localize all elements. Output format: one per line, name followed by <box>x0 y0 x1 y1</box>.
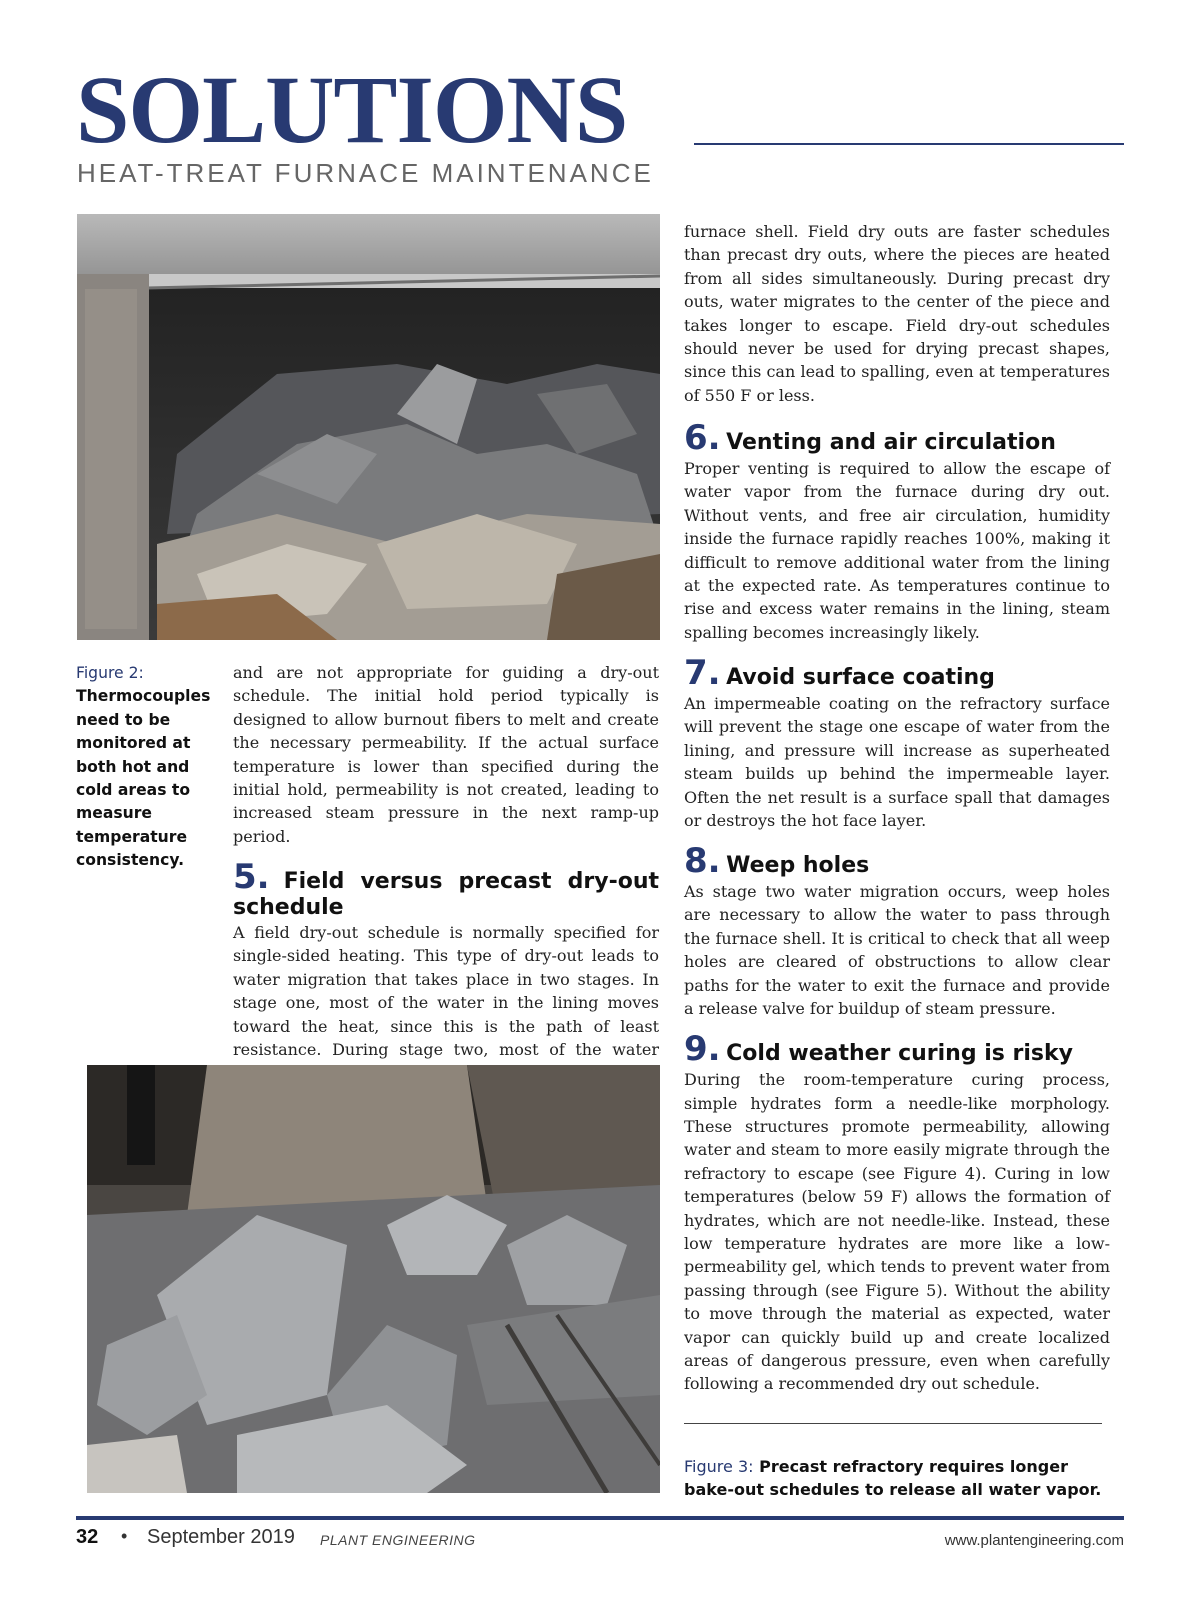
left-column-intro: and are not appropriate for guiding a dry-out schedule. The initial hold period typically is designed to allow burnout fibers to melt and create the necessary permeability. If the actual surface temperature is lower than specified during the initial hold, permeability is not created, leading to increased steam pressure in the next ramp-up period. <box>233 663 659 846</box>
footer-bullet: • <box>121 1526 128 1546</box>
section-8-body: As stage two water migration occurs, weep holes are necessary to allow the water to pass through the furnace shell. It is critical to check that all weep holes are cleared of obstructions to allow clear paths for the water to exit the furnace and provide a release valve for buildup of steam pressure. <box>684 882 1110 1019</box>
section-7-heading <box>684 653 1110 694</box>
section-5-number: 5. <box>233 857 270 898</box>
figure-3-photo <box>87 1065 660 1493</box>
page-subtitle: HEAT-TREAT FURNACE MAINTENANCE <box>77 158 654 188</box>
section-6-number: 6. <box>684 418 721 459</box>
section-5-body: A field dry-out schedule is normally specified for single-sided heating. This type of dry-out leads to water migration that takes place in two stages. In stage one, most of the water in the lining moves toward the heat, since this is the path of least resistance. During stage two, most of the water <box>233 923 659 1060</box>
figure-3-image <box>87 1065 660 1493</box>
section-9-title: Cold weather curing is risky <box>726 1041 1073 1067</box>
figure-2-label: Figure 2: <box>76 664 144 682</box>
page-title: SOLUTIONS <box>76 56 628 163</box>
title-rule <box>694 143 1124 145</box>
left-column <box>233 661 659 1085</box>
figure-3-caption <box>684 1455 1104 1501</box>
right-column-intro: furnace shell. Field dry outs are faster schedules than precast dry outs, where the pieces are heated from all sides simultaneously. During precast dry outs, water migrates to the center of the piece and takes longer to escape. Field dry-out schedules should never be used for drying precast shapes, since this can lead to spalling, even at temperatures of 550 F or less. <box>684 222 1110 405</box>
section-6-body: Proper venting is required to allow the escape of water vapor from the furnace during dry out. Without vents, and free air circulation, humidity inside the furnace rapidly reaches 100%, making it difficult to remove additional water from the lining at the expected rate. As temperatures continue to rise and excess water remains in the lining, steam spalling becomes increasingly likely. <box>684 458 1110 642</box>
issue-date: September 2019 <box>147 1526 295 1548</box>
section-9-heading <box>684 1029 1110 1070</box>
section-9-number: 9. <box>684 1029 721 1070</box>
section-6-heading <box>684 418 1110 459</box>
figure-2-image <box>77 214 660 640</box>
section-5-heading <box>233 857 659 920</box>
right-column <box>684 220 1110 1396</box>
figure-3-caption-text: Precast refractory requires longer bake-out schedules to release all water vapor. <box>684 1457 1102 1499</box>
figure-2-caption <box>76 662 218 873</box>
figure-3-rule <box>684 1423 1102 1424</box>
section-7-body: An impermeable coating on the refractory surface will prevent the stage one escape of water from the lining, and pressure will increase as superheated steam builds up behind the impermeable layer. Often the net result is a surface spall that damages or destroys the hot face layer. <box>684 693 1110 830</box>
figure-2-photo <box>77 214 660 640</box>
section-8-title: Weep holes <box>726 853 870 879</box>
section-8-number: 8. <box>684 841 721 882</box>
section-8-heading <box>684 841 1110 882</box>
website-link[interactable]: www.plantengineering.com <box>944 1532 1124 1549</box>
footer-rule <box>76 1516 1124 1520</box>
section-7-number: 7. <box>684 653 721 694</box>
section-7-title: Avoid surface coating <box>726 665 995 691</box>
section-9-body: During the room-temperature curing process, simple hydrates form a needle-like morphology. These structures promote permeability, allowing water and steam to more easily migrate through the refractory to escape (see Figure 4). Curing in low temperatures (below 59 F) allows the formation of hydrates, which are not needle-like. Instead, these low temperature hydrates are more like a low-permeability gel, which tends to prevent water from passing through (see Figure 5). Without the ability to move through the material as expected, water vapor can quickly build up and create localized areas of dangerous pressure, even when carefully following a recommended dry out schedule. <box>684 1070 1110 1394</box>
page-number: 32 <box>76 1526 99 1548</box>
publication-name: PLANT ENGINEERING <box>320 1532 476 1548</box>
figure-3-label: Figure 3: <box>684 1457 754 1476</box>
section-5-title: Field versus precast dry-out schedule <box>233 869 659 920</box>
figure-2-caption-text: Thermocouples need to be monitored at both hot and cold areas to measure temperature consistency. <box>76 687 211 870</box>
section-6-title: Venting and air circulation <box>726 430 1056 456</box>
